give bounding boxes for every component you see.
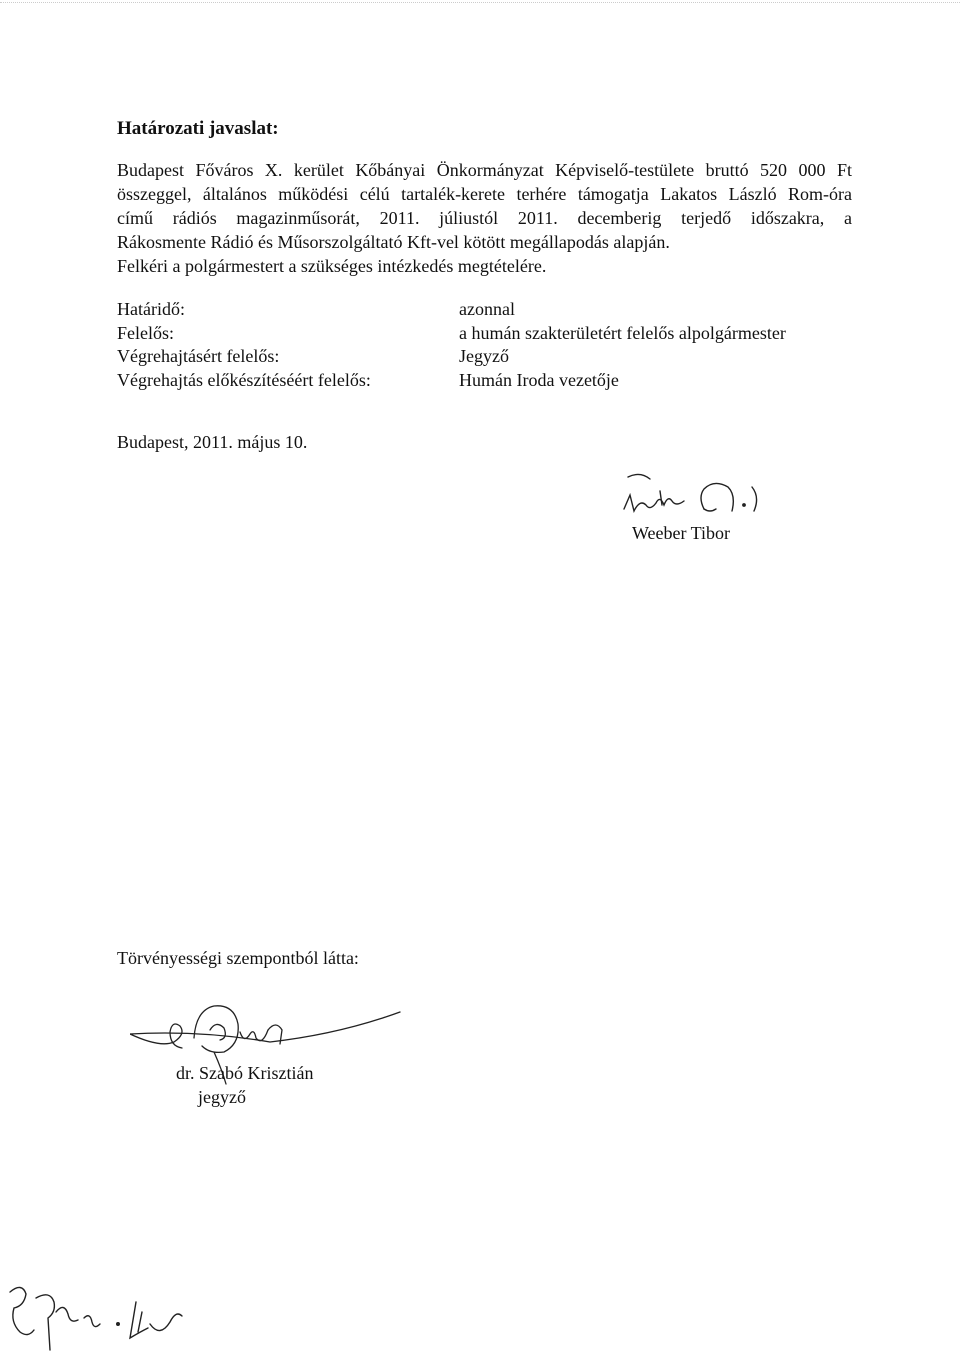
responsibility-label: Határidő:: [117, 299, 185, 319]
responsibility-value: a humán szakterületért felelős alpolgármester: [459, 322, 786, 343]
date-line: Budapest, 2011. május 10.: [117, 432, 308, 452]
signer-title: jegyző: [198, 1087, 246, 1107]
paragraph-line: Felkéri a polgármestert a szükséges intézkedés megtételére.: [117, 256, 547, 276]
responsibility-row: [117, 322, 786, 346]
signer-name: Weeber Tibor: [632, 523, 731, 543]
responsibility-table: [117, 298, 786, 392]
responsibility-row: [117, 369, 786, 393]
paragraph-line: összeggel, általános működési célú tartalék-kerete terhére támogatja Lakatos László Rom-óra: [117, 184, 852, 204]
paragraph-line: Rákosmente Rádió és Műsorszolgáltató Kft-vel kötött megállapodás alapján.: [117, 232, 670, 252]
responsibility-value: Jegyző: [459, 346, 509, 366]
resolution-paragraph: [117, 158, 852, 278]
responsibility-label: Végrehajtásért felelős:: [117, 346, 280, 366]
responsibility-label: Felelős:: [117, 322, 174, 343]
responsibility-row: [117, 345, 786, 369]
responsibility-row: [117, 298, 786, 322]
responsibility-value: azonnal: [459, 299, 515, 319]
document-heading: Határozati javaslat:: [117, 118, 279, 139]
legality-label: Törvényességi szempontból látta:: [117, 948, 359, 968]
responsibility-label: Végrehajtás előkészítéséért felelős:: [117, 369, 371, 390]
paragraph-line: Budapest Főváros X. kerület Kőbányai Önkormányzat Képviselő-testülete bruttó 520 000 Ft: [117, 160, 852, 180]
responsibility-value: Humán Iroda vezetője: [459, 369, 619, 390]
scan-edge: [0, 2, 960, 3]
handwritten-initials: [0, 1272, 200, 1357]
paragraph-line: című rádiós magazinműsorát, 2011. júliustól 2011. decemberig terjedő időszakra, a: [117, 208, 852, 228]
handwritten-signature: [600, 465, 770, 525]
signer-name: dr. Szabó Krisztián: [176, 1063, 314, 1083]
